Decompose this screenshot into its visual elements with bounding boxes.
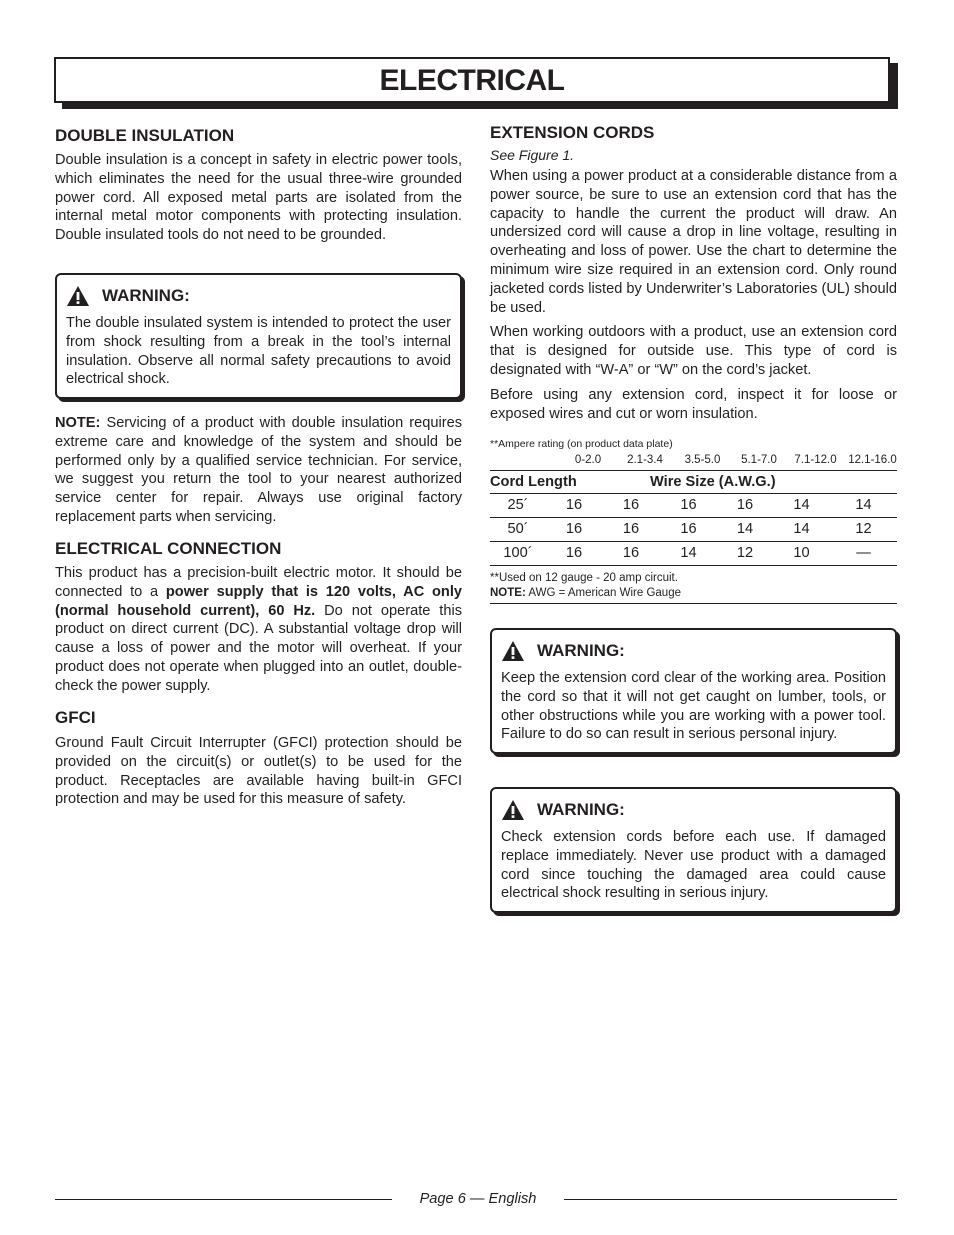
extension-cords-section: [490, 123, 897, 423]
wire-size-cell: 16: [622, 521, 640, 537]
amp-range-cell: 5.1-7.0: [741, 454, 777, 466]
electrical-connection-heading: ELECTRICAL CONNECTION: [55, 539, 282, 558]
page-footer: [55, 1188, 897, 1210]
gfci-section: [55, 708, 462, 809]
connection-text-start: This product has a precision-built electric motor. It should be connected to a: [55, 565, 462, 600]
warning-box-check-cords: [490, 787, 897, 913]
awg-note-label: NOTE:: [490, 587, 526, 599]
gfci-text: Ground Fault Circuit Interrupter (GFCI) protection should be provided on the circuit(s) or outlet(s) to be used for the product. Receptacles are available having built-in GFCI protection and may be used for this measure of safety.: [55, 735, 462, 808]
ampere-range-row: [490, 453, 897, 471]
warning-box-insulation: [55, 273, 462, 399]
note-section: [55, 414, 462, 527]
warning-triangle-icon: [501, 640, 525, 662]
warning-box-cord-clear: [490, 628, 897, 754]
connection-text-end: Do not operate this product on direct current (DC). A substantial voltage drop will cause a loss of power and the motor will overheat. If your product does not operate when plugged into an outlet, double-check the power supply.: [55, 602, 463, 694]
electrical-connection-text: [55, 564, 462, 696]
wire-size-cell: 14: [855, 497, 872, 513]
table-row: [490, 542, 897, 566]
wire-size-cell: 16: [622, 497, 640, 513]
warning-triangle-icon: [66, 285, 90, 307]
page-title-box: [54, 57, 890, 103]
note-paragraph: [55, 414, 462, 527]
note-label: NOTE:: [55, 415, 101, 431]
table-footnotes: [490, 566, 897, 604]
amp-range-cell: 0-2.0: [574, 454, 602, 466]
amp-range-cell: 7.1-12.0: [794, 454, 837, 466]
double-insulation-section: [55, 126, 462, 245]
wire-size-cell: 14: [793, 521, 810, 537]
warning-label: WARNING:: [537, 641, 625, 660]
double-insulation-text: Double insulation is a concept in safety in electric power tools, which eliminates the need for the usual three-wire grounded power cord. All exposed metal parts are isolated from the internal metal motor components with protecting insulation. Double insulated tools do not need to be grounded.: [55, 152, 462, 244]
wire-size-cell: 14: [680, 545, 697, 561]
wire-size-cell: 12: [855, 521, 872, 537]
table-header-row: [490, 471, 897, 494]
wire-size-cell: 16: [565, 545, 583, 561]
wire-size-cell: 16: [565, 521, 583, 537]
wire-size-cell: 16: [680, 521, 697, 537]
wire-size-cell: 16: [736, 497, 754, 513]
wire-size-cell: 16: [680, 497, 697, 513]
wire-size-header: Wire Size (A.W.G.): [650, 474, 776, 490]
extension-cord-chart: [490, 437, 897, 604]
footer-page-number: Page 6 — English: [419, 1191, 537, 1207]
wire-size-cell: —: [856, 545, 871, 561]
connection-text-bold: power supply that is 120 volts, AC only (normal household current), 60 Hz.: [55, 583, 462, 619]
extension-cords-para-3: Before using any extension cord, inspect it for loose or exposed wires and cut or worn insulation.: [490, 386, 897, 422]
warning-text: Keep the extension cord clear of the working area. Position the cord so that it will not get caught on lumber, tools, or other obstructions while you are working with a power tool. Failure to do so can result in serious personal injury.: [501, 670, 886, 743]
double-insulation-heading: DOUBLE INSULATION: [55, 126, 235, 145]
page-title: ELECTRICAL: [379, 64, 565, 97]
wire-size-cell: 16: [622, 545, 640, 561]
cord-length-cell: 50´: [507, 521, 529, 537]
wire-size-cell: 10: [793, 545, 810, 561]
warning-label: WARNING:: [102, 286, 190, 305]
cord-length-header: Cord Length: [490, 474, 577, 490]
extension-cords-para-2: When working outdoors with a product, use an extension cord that is designed for outside use. This type of cord is designated with “W-A” or “W” on the cord’s jacket.: [490, 324, 897, 378]
amp-range-cell: 2.1-3.4: [627, 454, 663, 466]
extension-cords-para-1: When using a power product at a considerable distance from a power source, be sure to use an extension cord that has the capacity to handle the current the product will draw. An undersized cord will cause a drop in line voltage, resulting in overheating and loss of power. Use the chart to determine the minimum wire size required in an extension cord. Only round jacketed cords listed by Underwriter’s Laboratories (UL) should be used.: [490, 168, 897, 316]
note-text: Servicing of a product with double insulation requires extreme care and knowledge of the system and should be performed only by a qualified service technician. For service, we suggest you return the tool to your nearest authorized service center for repair. Always use original factory replacement parts when servicing.: [55, 415, 462, 525]
wire-size-cell: 14: [736, 521, 754, 537]
wire-size-cell: 12: [736, 545, 754, 561]
footer-rule-right: [564, 1199, 897, 1200]
warning-label: WARNING:: [537, 800, 625, 819]
wire-size-cell: 14: [793, 497, 810, 513]
footer-rule-left: [55, 1199, 392, 1200]
extension-cords-heading: EXTENSION CORDS: [490, 123, 655, 142]
cord-length-cell: 25´: [507, 497, 529, 513]
see-figure-reference: See Figure 1.: [490, 147, 575, 163]
amp-range-cell: 12.1-16.0: [848, 454, 897, 466]
warning-triangle-icon: [501, 799, 525, 821]
gfci-heading: GFCI: [55, 708, 96, 727]
warning-text: The double insulated system is intended to protect the user from shock resulting from a break in the tool’s internal insulation. Observe all normal safety precautions to avoid electrical shock.: [66, 315, 451, 388]
awg-note-text: AWG = American Wire Gauge: [525, 587, 681, 599]
awg-footnote: [490, 586, 897, 601]
table-row: [490, 494, 897, 518]
ampere-rating-note: **Ampere rating (on product data plate): [490, 438, 673, 450]
table-row: [490, 518, 897, 542]
electrical-connection-section: [55, 539, 462, 696]
wire-size-cell: 16: [565, 497, 583, 513]
cord-length-cell: 100´: [503, 545, 533, 561]
amp-range-cell: 3.5-5.0: [684, 454, 721, 466]
warning-text: Check extension cords before each use. If damaged replace immediately. Never use product with a damaged cord since touching the damaged area could cause electrical shock resulting in serious injury.: [501, 829, 886, 902]
gauge-footnote: **Used on 12 gauge - 20 amp circuit.: [490, 572, 678, 584]
